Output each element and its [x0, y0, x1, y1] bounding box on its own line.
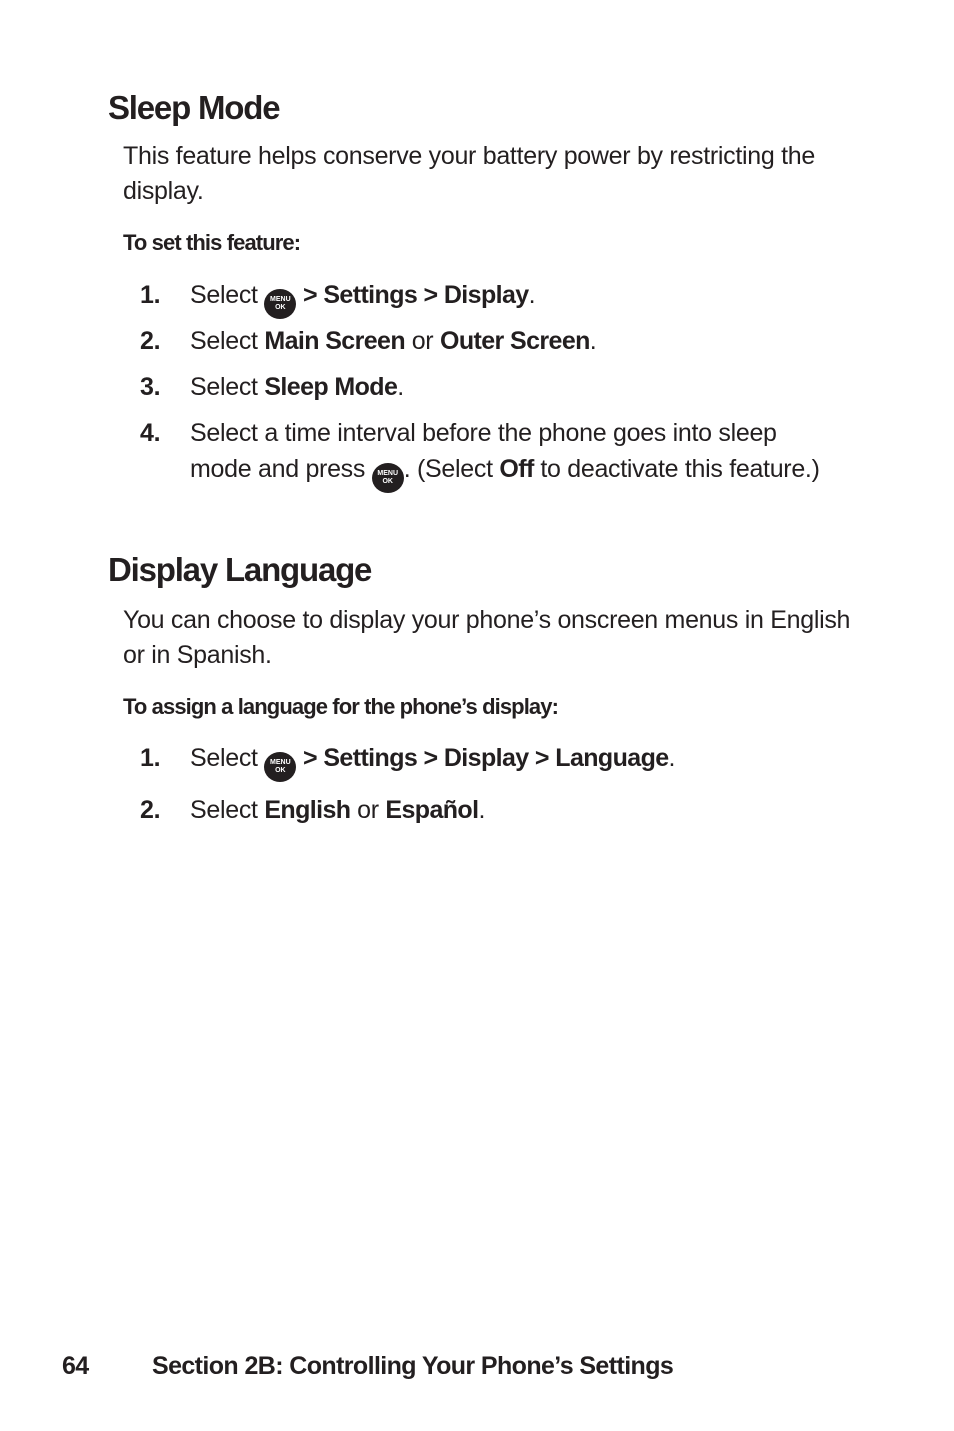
step-number: 1.: [140, 744, 161, 772]
step-text: Select Sleep Mode.: [190, 373, 404, 401]
sleep-mode-intro: This feature helps conserve your battery power by restricting the display.: [123, 142, 815, 205]
menu-ok-key-icon: MENU OK: [264, 289, 296, 319]
page-number: 64: [62, 1352, 89, 1380]
step-text: Select English or Español.: [190, 796, 486, 824]
sleep-mode-heading: Sleep Mode: [108, 89, 280, 126]
step-number: 3.: [140, 373, 161, 401]
section-title: Section 2B: Controlling Your Phone’s Settings: [152, 1352, 674, 1380]
step-text: Select MENU OK > Settings > Display > Language.: [190, 740, 850, 782]
step-number: 2.: [140, 327, 161, 355]
step-number: 1.: [140, 281, 161, 309]
step-text: Select MENU OK > Settings > Display.: [190, 277, 850, 319]
sleep-mode-lead: To set this feature:: [123, 230, 301, 255]
step-text: Select a time interval before the phone goes into sleep mode and press MENU OK . (Select Off to deactivate this feature.): [190, 415, 840, 493]
menu-ok-key-icon: MENU OK: [372, 463, 404, 493]
step-number: 4.: [140, 419, 161, 447]
step-number: 2.: [140, 796, 161, 824]
display-language-heading: Display Language: [108, 551, 372, 588]
step-text: Select Main Screen or Outer Screen.: [190, 327, 597, 355]
menu-ok-key-icon: MENU OK: [264, 752, 296, 782]
display-language-lead: To assign a language for the phone’s display:: [123, 694, 559, 719]
display-language-intro: You can choose to display your phone’s onscreen menus in English or in Spanish.: [123, 606, 851, 669]
page-footer: [62, 1350, 674, 1382]
